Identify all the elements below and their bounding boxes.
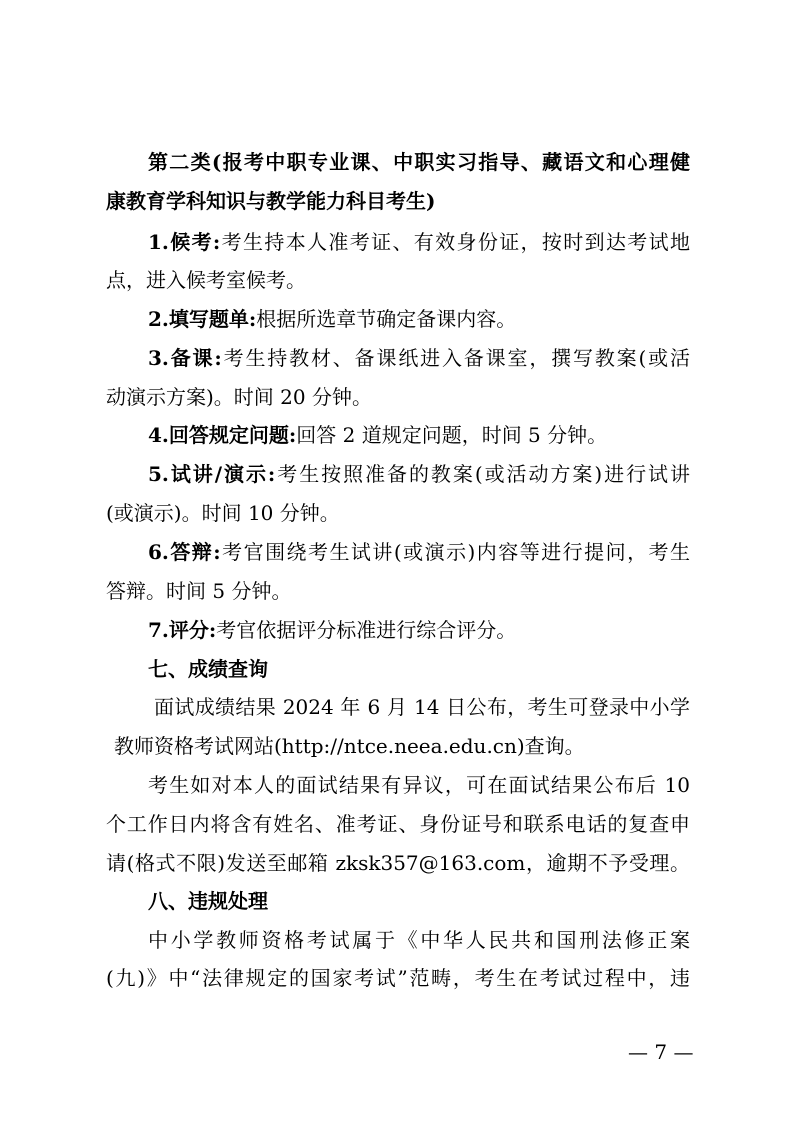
step-1-label: 1.候考: (148, 230, 221, 254)
section-8-title: 八、违规处理 (148, 889, 268, 913)
step-4-text: 回答 2 道规定问题，时间 5 分钟。 (296, 423, 608, 447)
section-7-para2-line2: 个工作日内将含有姓名、准考证、身份证号和联系电话的复查申 (106, 812, 690, 836)
category-heading-line1: 第二类(报考中职专业课、中职实习指导、藏语文和心理健 (148, 150, 690, 174)
step-6-line2: 答辩。时间 5 分钟。 (106, 579, 292, 603)
section-7-para1-line1: 面试成绩结果 2024 年 6 月 14 日公布，考生可登录中小学 (154, 695, 690, 719)
section-7-para2-line1: 考生如对本人的面试结果有异议，可在面试结果公布后 10 (148, 773, 690, 797)
section-7-para2-line3: 请(格式不限)发送至邮箱 zksk357@163.com，逾期不予受理。 (106, 851, 690, 875)
step-1-line2: 点，进入候考室候考。 (106, 268, 306, 292)
step-2 (148, 304, 690, 334)
step-2-text: 根据所选章节确定备课内容。 (256, 307, 517, 331)
step-5-text: 考生按照准备的教案(或活动方案)进行试讲 (275, 462, 690, 486)
step-5 (148, 459, 690, 489)
step-3-line2: 动演示方案)。时间 20 分钟。 (106, 385, 372, 409)
step-6-label: 6.答辩: (148, 540, 221, 564)
step-2-label: 2.填写题单: (148, 307, 257, 331)
step-7 (148, 615, 690, 645)
section-7-title: 七、成绩查询 (148, 657, 268, 681)
section-8-para1-line2: (九)》中“法律规定的国家考试”范畴，考生在考试过程中，违 (106, 966, 690, 990)
step-7-label: 7.评分: (148, 618, 217, 642)
step-1-text: 考生持本人准考证、有效身份证，按时到达考试地 (220, 230, 690, 254)
step-5-line2: (或演示)。时间 10 分钟。 (106, 501, 340, 525)
step-7-text: 考官依据评分标准进行综合评分。 (216, 618, 517, 642)
step-3-text: 考生持教材、备课纸进入备课室，撰写教案(或活 (221, 346, 690, 370)
step-3-label: 3.备课: (148, 346, 222, 370)
section-8-para1-line1: 中小学教师资格考试属于《中华人民共和国刑法修正案 (148, 928, 690, 952)
step-6-text: 考官围绕考生试讲(或演示)内容等进行提问，考生 (220, 540, 690, 564)
step-4 (148, 420, 690, 450)
step-1 (148, 227, 690, 257)
page-number: — 7 — (628, 1040, 694, 1064)
step-6 (148, 537, 690, 567)
section-7-para1-line2: 教师资格考试网站(http://ntce.neea.edu.cn)查询。 (114, 734, 585, 758)
category-heading-line2: 康教育学科知识与教学能力科目考生) (106, 189, 436, 213)
step-5-label: 5.试讲/演示: (148, 462, 276, 486)
step-4-label: 4.回答规定问题: (148, 423, 297, 447)
step-3 (148, 343, 690, 373)
